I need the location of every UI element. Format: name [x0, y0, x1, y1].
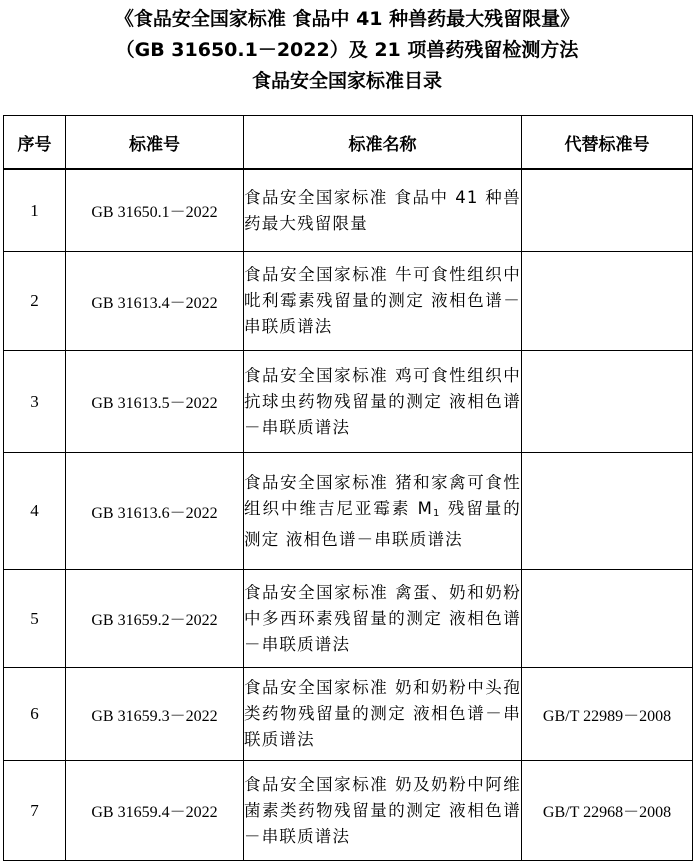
standard-code: GB 31659.4－2022 [66, 761, 244, 861]
standard-name: 食品安全国家标准 食品中 41 种兽药最大残留限量 [244, 170, 522, 252]
replaced-standard [522, 170, 693, 252]
replaced-standard [522, 351, 693, 453]
row-number: 7 [4, 761, 66, 861]
standard-code: GB 31613.6－2022 [66, 453, 244, 570]
subscript: 1 [433, 507, 441, 519]
row-number: 5 [4, 570, 66, 668]
standard-name: 食品安全国家标准 奶及奶粉中阿维菌素类药物残留量的测定 液相色谱－串联质谱法 [244, 761, 522, 861]
row-number: 2 [4, 252, 66, 351]
row-number: 1 [4, 170, 66, 252]
standard-name-text-rest: 残留量的测定 液相色谱－串联质谱法 [244, 498, 521, 549]
table-row [4, 170, 693, 252]
table-row [4, 252, 693, 351]
standards-table [3, 115, 693, 861]
replaced-standard [522, 570, 693, 668]
standard-code: GB 31613.4－2022 [66, 252, 244, 351]
replaced-standard [522, 252, 693, 351]
title-line-3: 食品安全国家标准目录 [251, 70, 442, 92]
table-row [4, 761, 693, 861]
column-header-name: 标准名称 [244, 116, 522, 169]
standard-name: 食品安全国家标准 鸡可食性组织中抗球虫药物残留量的测定 液相色谱－串联质谱法 [244, 351, 522, 453]
table-row [4, 570, 693, 668]
title-line-2: （GB 31650.1－2022）及 21 项兽药残留检测方法 [115, 39, 579, 61]
replaced-standard: GB/T 22989－2008 [522, 668, 693, 761]
standard-code: GB 31659.3－2022 [66, 668, 244, 761]
column-header-no: 序号 [4, 116, 66, 169]
row-number: 3 [4, 351, 66, 453]
standard-name-text: 食品安全国家标准 猪和家禽可食性组织中维吉尼亚霉素 M [244, 472, 521, 518]
standard-code: GB 31613.5－2022 [66, 351, 244, 453]
document-title [0, 4, 694, 97]
row-number: 4 [4, 453, 66, 570]
table-row [4, 453, 693, 570]
title-line-1: 《食品安全国家标准 食品中 41 种兽药最大残留限量》 [114, 8, 580, 30]
standard-code: GB 31659.2－2022 [66, 570, 244, 668]
standard-name [244, 453, 522, 570]
column-header-code: 标准号 [66, 116, 244, 169]
row-number: 6 [4, 668, 66, 761]
standard-name: 食品安全国家标准 奶和奶粉中头孢类药物残留量的测定 液相色谱－串联质谱法 [244, 668, 522, 761]
standard-name: 食品安全国家标准 牛可食性组织中吡利霉素残留量的测定 液相色谱－串联质谱法 [244, 252, 522, 351]
standard-name: 食品安全国家标准 禽蛋、奶和奶粉中多西环素残留量的测定 液相色谱－串联质谱法 [244, 570, 522, 668]
table-row [4, 351, 693, 453]
table-row [4, 668, 693, 761]
replaced-standard: GB/T 22968－2008 [522, 761, 693, 861]
standard-code: GB 31650.1－2022 [66, 170, 244, 252]
replaced-standard [522, 453, 693, 570]
table-header-row [4, 116, 693, 169]
column-header-replaces: 代替标准号 [522, 116, 693, 169]
